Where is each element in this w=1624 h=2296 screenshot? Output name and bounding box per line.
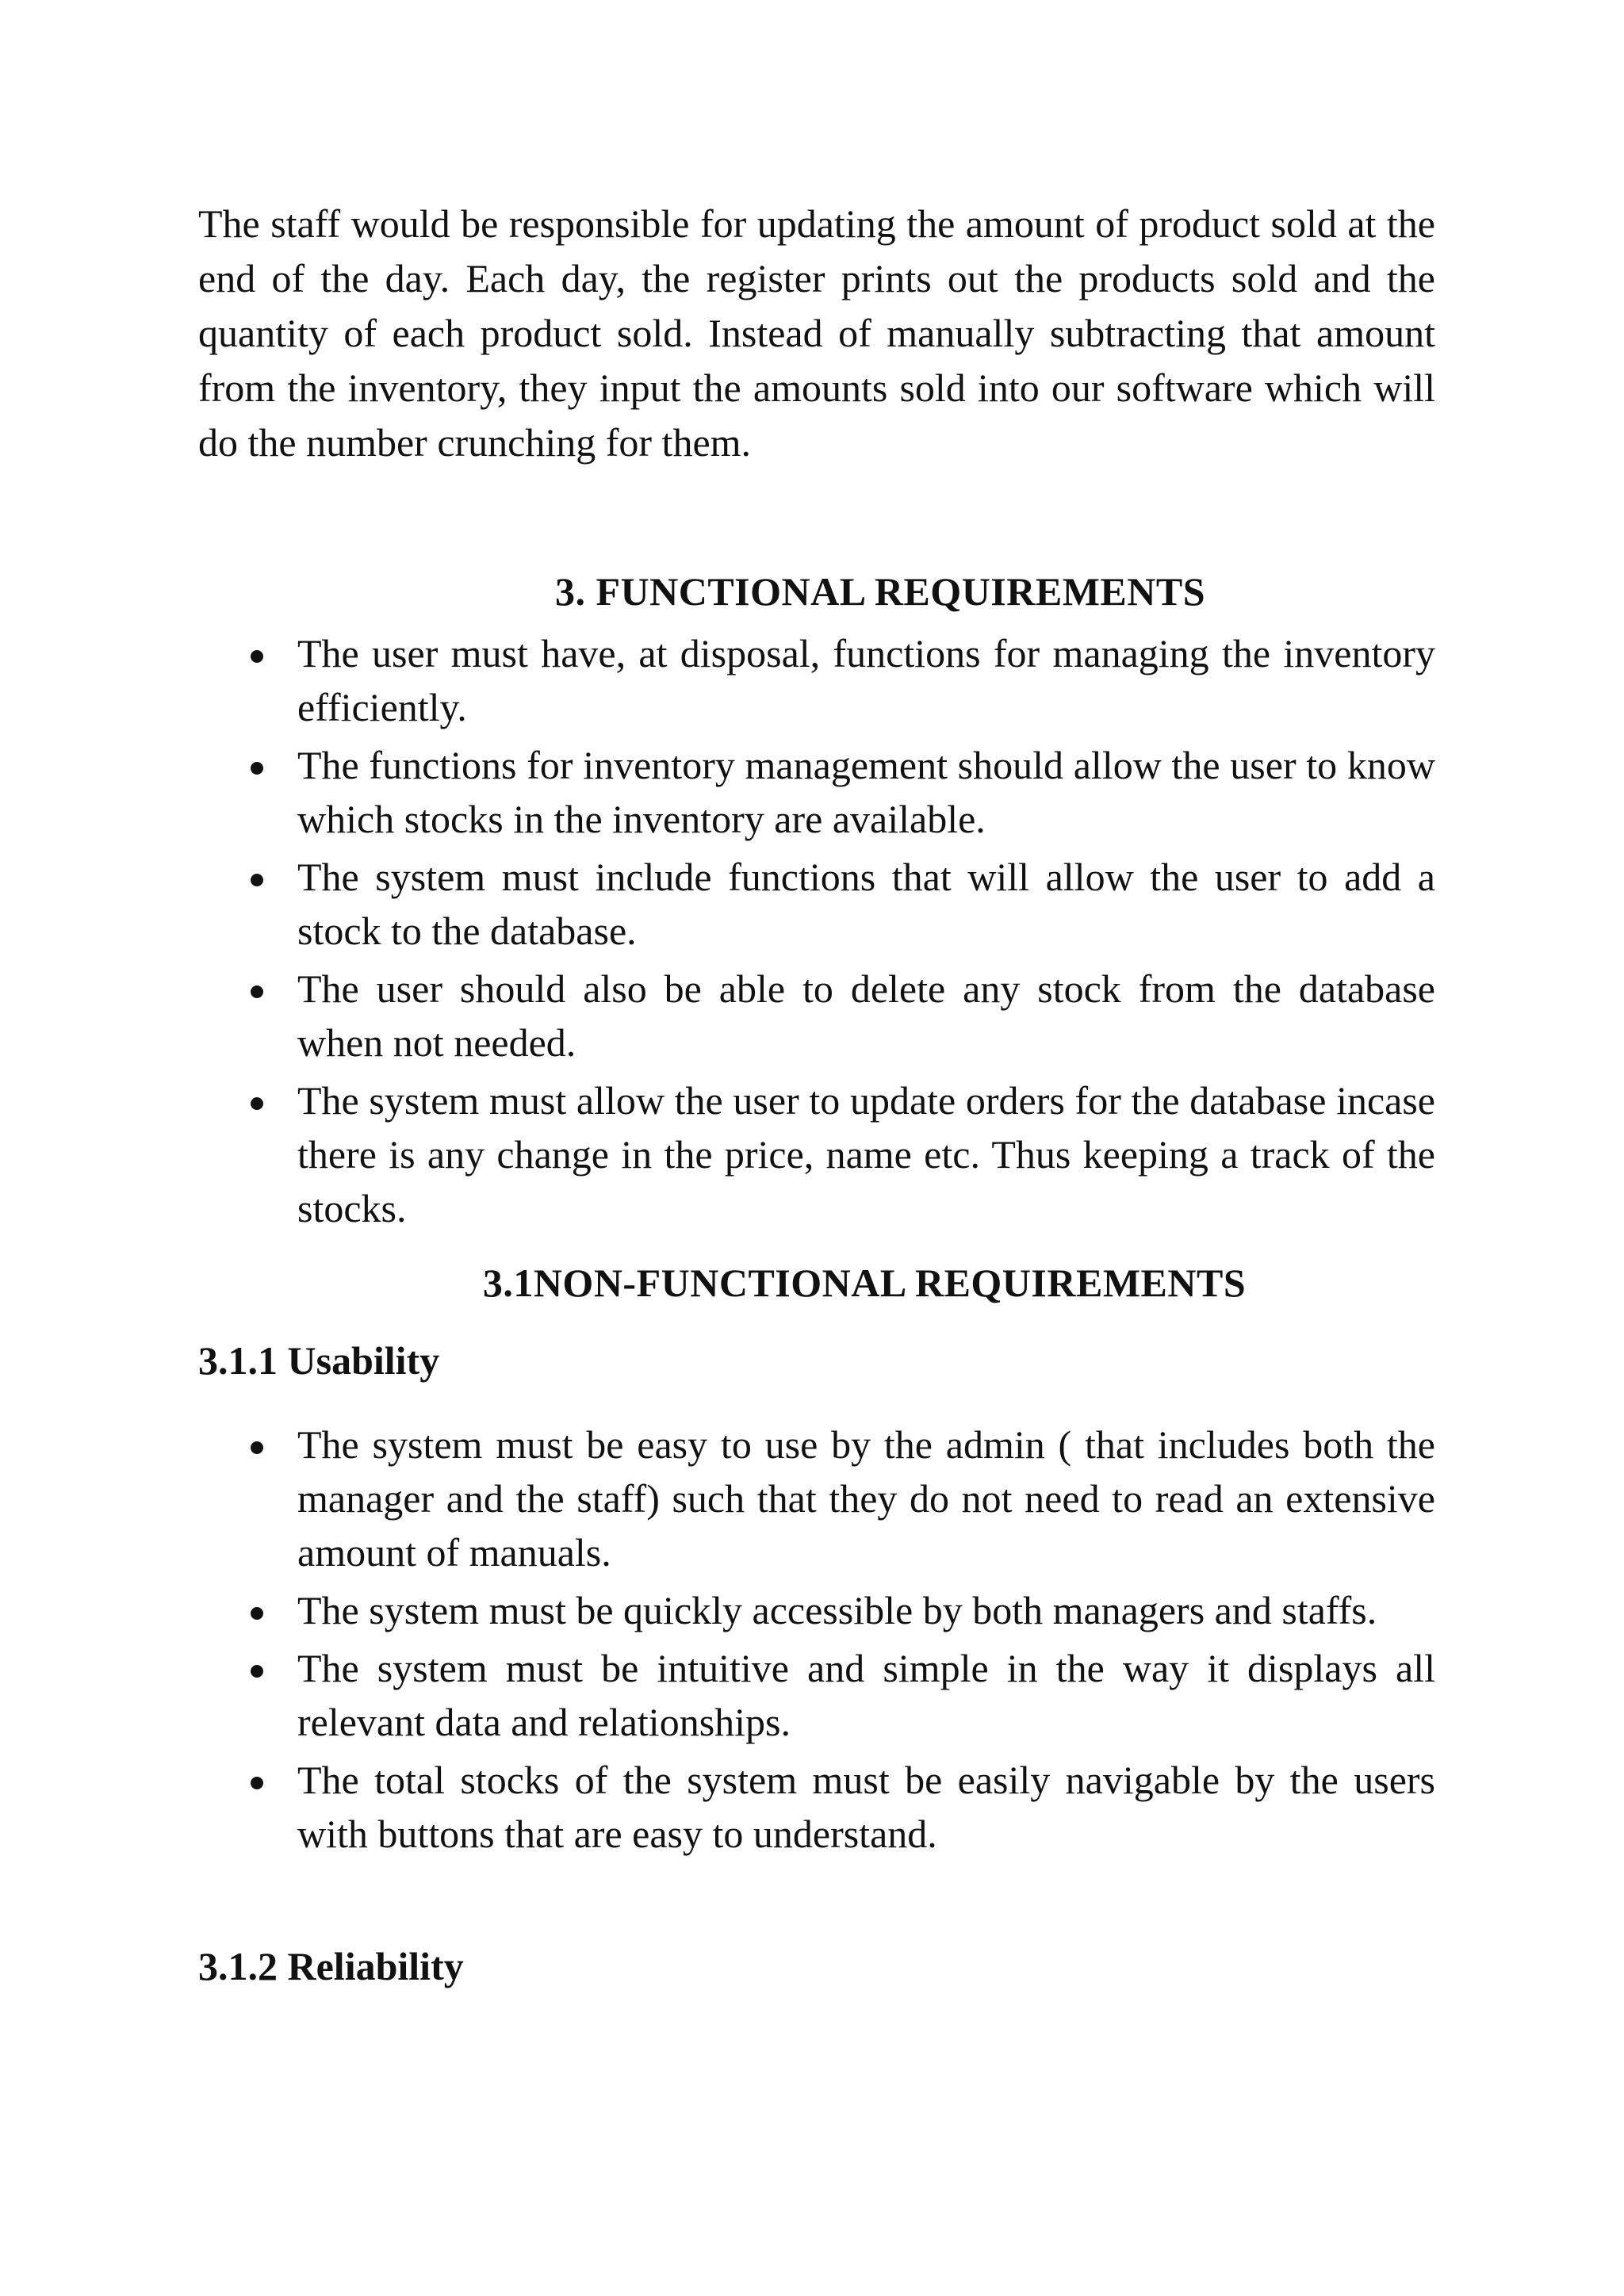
- list-item-text: The user should also be able to delete any stock from the database when not needed.: [297, 966, 1435, 1065]
- list-item: [198, 626, 1435, 734]
- bullet-icon: [251, 985, 263, 998]
- list-item-text: The total stocks of the system must be easily navigable by the users with buttons that are easy to understand.: [297, 1758, 1435, 1856]
- list-item-text: The system must include functions that will allow the user to add a stock to the database.: [297, 855, 1435, 953]
- list-item: [198, 850, 1435, 958]
- bullet-icon: [251, 1097, 263, 1110]
- list-item: [198, 1073, 1435, 1235]
- reliability-heading: 3.1.2 Reliability: [198, 1944, 464, 1988]
- list-item-text: The system must be intuitive and simple in the way it displays all relevant data and relationships.: [297, 1646, 1435, 1744]
- list-item: [198, 1583, 1435, 1637]
- intro-paragraph: The staff would be responsible for updating the amount of product sold at the end of the day. Each day, the register prints out the products sold and the quantity of each product sold. Instead of manually subtracting that amount from the inventory, they input the amounts sold into our software which will do the number crunching for them.: [198, 201, 1435, 465]
- list-item: [198, 962, 1435, 1070]
- bullet-icon: [251, 1441, 263, 1454]
- list-item-text: The user must have, at disposal, functions for managing the inventory efficiently.: [297, 631, 1435, 729]
- list-item-text: The system must allow the user to update orders for the database incase there is any change in the price, name etc. Thus keeping a track of the stocks.: [297, 1078, 1435, 1230]
- usability-heading: 3.1.1 Usability: [198, 1338, 440, 1383]
- list-item-text: The system must be easy to use by the admin ( that includes both the manager and the staff) such that they do not need to read an extensive amount of manuals.: [297, 1422, 1435, 1575]
- bullet-icon: [251, 762, 263, 775]
- list-item: [198, 738, 1435, 846]
- bullet-icon: [251, 650, 263, 663]
- bullet-icon: [251, 1665, 263, 1678]
- list-item: [198, 1641, 1435, 1749]
- nonfunctional-requirements-heading: 3.1NON-FUNCTIONAL REQUIREMENTS: [482, 1261, 1247, 1305]
- functional-requirements-list: [198, 626, 1435, 1239]
- list-item-text: The system must be quickly accessible by both managers and staffs.: [297, 1588, 1377, 1632]
- list-item-text: The functions for inventory management should allow the user to know which stocks in the inventory are available.: [297, 743, 1435, 841]
- list-item: [198, 1753, 1435, 1861]
- bullet-icon: [251, 1777, 263, 1789]
- usability-list: [198, 1418, 1435, 1865]
- bullet-icon: [251, 1607, 263, 1620]
- list-item: [198, 1418, 1435, 1579]
- bullet-icon: [251, 874, 263, 886]
- functional-requirements-heading: 3. FUNCTIONAL REQUIREMENTS: [554, 569, 1206, 614]
